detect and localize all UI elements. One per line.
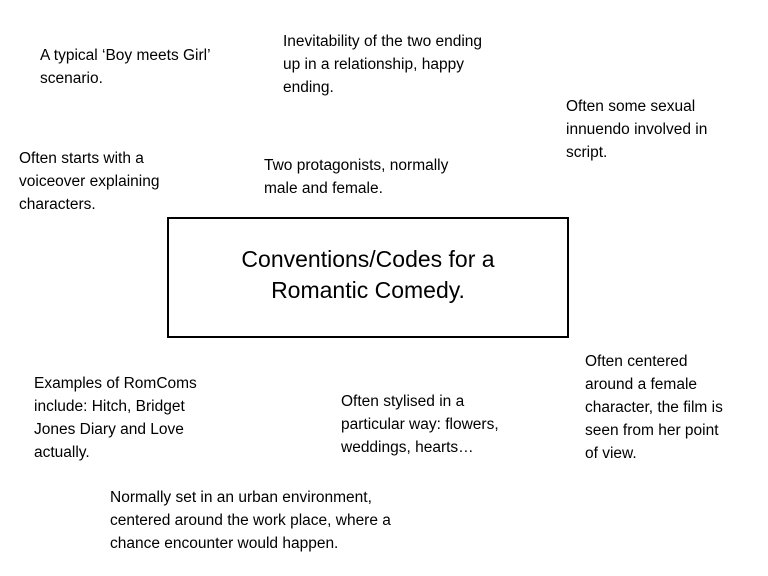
note-innuendo	[566, 95, 707, 164]
central-topic-box	[167, 217, 569, 338]
note-voiceover	[19, 147, 159, 216]
note-inevitability	[283, 30, 482, 99]
title-line: Romantic Comedy.	[271, 276, 465, 303]
note-line: up in a relationship, happy	[283, 56, 464, 73]
note-line: A typical ‘Boy meets Girl’	[40, 47, 211, 64]
note-examples	[34, 372, 197, 464]
note-line: Often centered	[585, 353, 688, 370]
note-line: script.	[566, 144, 608, 161]
note-line: seen from her point	[585, 422, 719, 439]
note-line: ending.	[283, 79, 334, 96]
note-line: include: Hitch, Bridget	[34, 398, 185, 415]
note-protagonists	[264, 154, 448, 200]
note-line: Jones Diary and Love	[34, 421, 184, 438]
note-line: centered around the work place, where a	[110, 512, 391, 529]
note-urban-setting	[110, 486, 391, 555]
note-female-centered	[585, 350, 723, 465]
note-line: Often some sexual	[566, 98, 696, 115]
note-line: innuendo involved in	[566, 121, 708, 138]
note-line: chance encounter would happen.	[110, 535, 339, 552]
note-line: male and female.	[264, 180, 383, 197]
note-line: Often stylised in a	[341, 393, 465, 410]
note-line: Normally set in an urban environment,	[110, 489, 372, 506]
note-boy-meets-girl	[40, 44, 211, 90]
note-line: Inevitability of the two ending	[283, 33, 483, 50]
note-line: of view.	[585, 445, 637, 462]
note-line: characters.	[19, 196, 96, 213]
note-line: particular way: flowers,	[341, 416, 499, 433]
note-line: around a female	[585, 376, 698, 393]
note-line: character, the film is	[585, 399, 723, 416]
note-line: weddings, hearts…	[341, 439, 474, 456]
note-line: actually.	[34, 444, 90, 461]
note-line: Two protagonists, normally	[264, 157, 449, 174]
note-line: scenario.	[40, 70, 103, 87]
title-line: Conventions/Codes for a	[241, 245, 495, 272]
central-topic-title	[241, 244, 494, 306]
note-line: Often starts with a	[19, 150, 144, 167]
note-stylised	[341, 390, 499, 459]
note-line: Examples of RomComs	[34, 375, 197, 392]
note-line: voiceover explaining	[19, 173, 160, 190]
